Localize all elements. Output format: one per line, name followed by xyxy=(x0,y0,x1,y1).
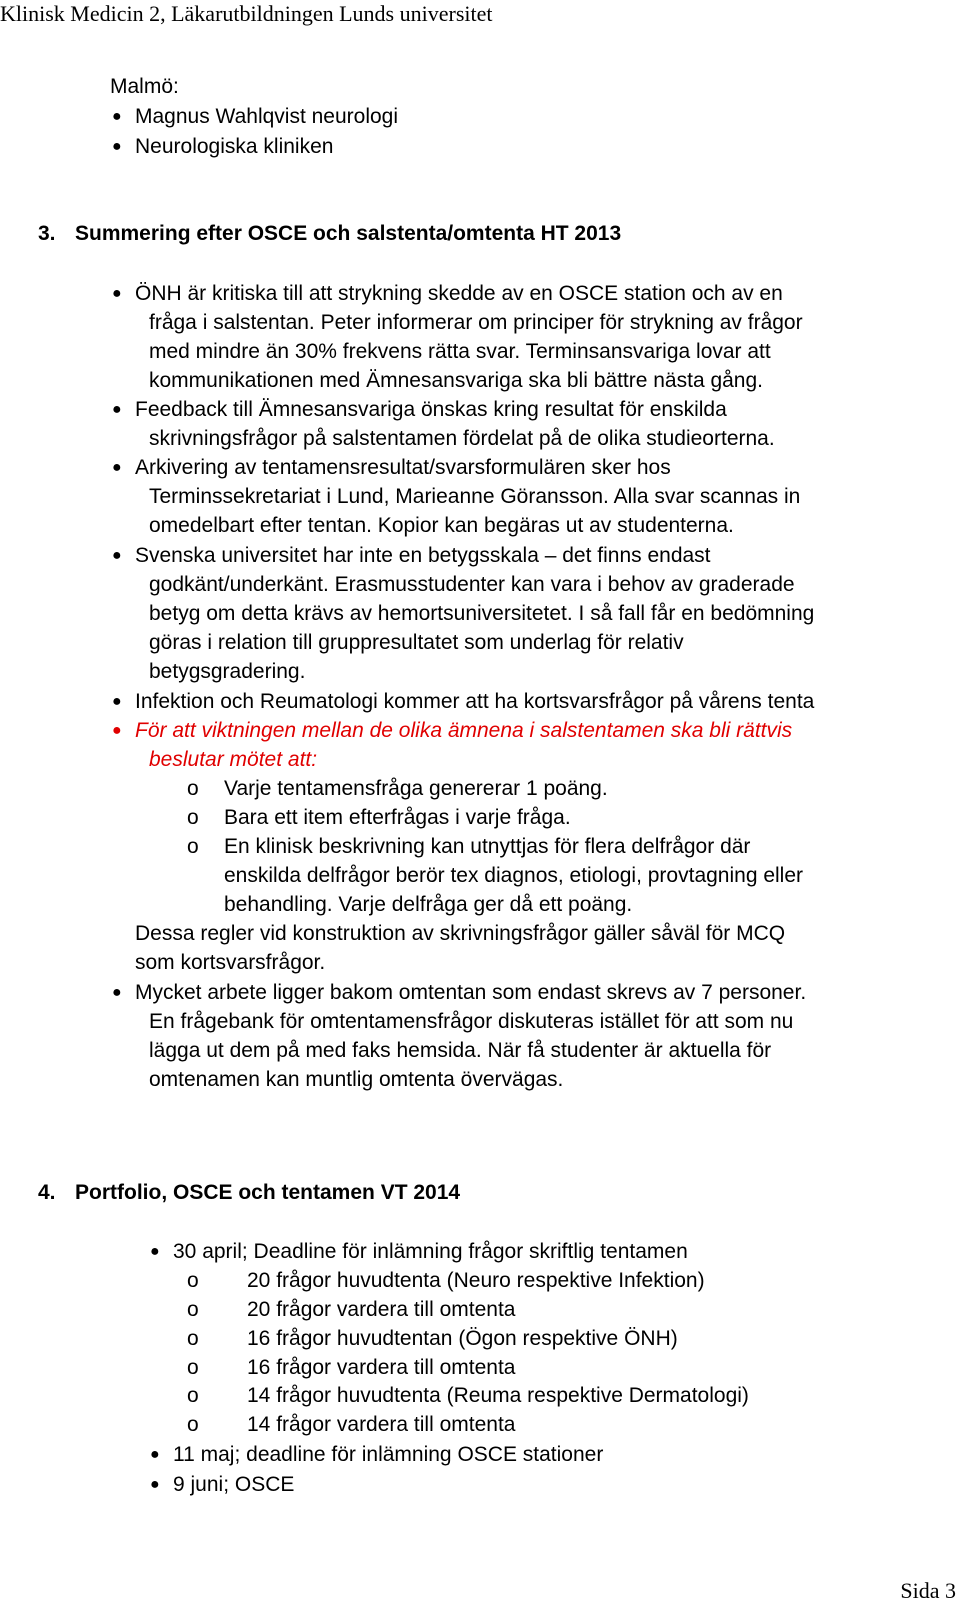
list-item-continuation: godkänt/underkänt. Erasmusstudenter kan vara i behov av graderade xyxy=(149,573,795,596)
list-item: Magnus Wahlqvist neurologi xyxy=(135,105,399,128)
list-item-continuation: fråga i salstentan. Peter informerar om principer för strykning av frågor xyxy=(149,311,803,334)
list-item: Svenska universitet har inte en betygsskala – det finns endast xyxy=(135,544,711,567)
section-number: 3. xyxy=(38,222,56,245)
bullet-icon: ● xyxy=(112,285,122,302)
list-item-decision: För att viktningen mellan de olika ämnena i salstentamen ska bli rättvis xyxy=(135,719,793,742)
section-heading: Summering efter OSCE och salstenta/omtenta HT 2013 xyxy=(75,222,622,245)
bullet-icon: ● xyxy=(112,401,122,418)
sub-list-item: 20 frågor huvudtenta (Neuro respektive Infektion) xyxy=(247,1269,705,1292)
sub-bullet-icon: o xyxy=(187,1356,199,1379)
list-item: ÖNH är kritiska till att strykning skedde av en OSCE station och av en xyxy=(135,282,783,305)
list-item-continuation: lägga ut dem på med faks hemsida. När få studenter är aktuella för xyxy=(149,1039,772,1062)
sub-list-item: 14 frågor vardera till omtenta xyxy=(247,1413,516,1436)
sub-list-item: Bara ett item efterfrågas i varje fråga. xyxy=(224,806,571,829)
list-item-continuation: göras i relation till gruppresultatet som underlag för relativ xyxy=(149,631,684,654)
bullet-icon: ● xyxy=(112,547,122,564)
list-item-continuation: omedelbart efter tentan. Kopior kan begäras ut av studenterna. xyxy=(149,514,734,537)
sub-list-item: 16 frågor huvudtentan (Ögon respektive ÖNH) xyxy=(247,1327,678,1350)
sub-bullet-icon: o xyxy=(187,1269,199,1292)
list-item: Mycket arbete ligger bakom omtentan som endast skrevs av 7 personer. xyxy=(135,981,807,1004)
bullet-icon: ● xyxy=(150,1476,160,1493)
bullet-icon: ● xyxy=(112,108,122,125)
bullet-icon: ● xyxy=(112,459,122,476)
list-item-continuation: Terminssekretariat i Lund, Marieanne Göransson. Alla svar scannas in xyxy=(149,485,801,508)
rules-note: Dessa regler vid konstruktion av skrivningsfrågor gäller såväl för MCQ xyxy=(135,922,786,945)
list-item: 30 april; Deadline för inlämning frågor skriftlig tentamen xyxy=(173,1240,688,1263)
list-item-continuation: betyg om detta krävs av hemortsuniversitetet. I så fall får en bedömning xyxy=(149,602,815,625)
list-item: 11 maj; deadline för inlämning OSCE stationer xyxy=(173,1443,604,1466)
list-item-continuation: betygsgradering. xyxy=(149,660,306,683)
list-item: Infektion och Reumatologi kommer att ha kortsvarsfrågor på vårens tenta xyxy=(135,690,815,713)
bullet-icon: ● xyxy=(150,1446,160,1463)
list-item-continuation: omtenamen kan muntlig omtenta övervägas. xyxy=(149,1068,564,1091)
sub-bullet-icon: o xyxy=(187,1327,199,1350)
list-item: Neurologiska kliniken xyxy=(135,135,334,158)
bullet-icon: ● xyxy=(112,984,122,1001)
bullet-icon: ● xyxy=(112,722,122,739)
sub-list-item: Varje tentamensfråga genererar 1 poäng. xyxy=(224,777,608,800)
sub-bullet-icon: o xyxy=(187,1384,199,1407)
page-number: Sida 3 xyxy=(900,1578,956,1603)
list-item-continuation: skrivningsfrågor på salstentamen fördelat på de olika studieorterna. xyxy=(149,427,775,450)
sub-list-item-continuation: behandling. Varje delfråga ger då ett poäng. xyxy=(224,893,633,916)
list-item-continuation: kommunikationen med Ämnesansvariga ska bli bättre nästa gång. xyxy=(149,369,764,392)
sub-list-item: 14 frågor huvudtenta (Reuma respektive Dermatologi) xyxy=(247,1384,749,1407)
sub-bullet-icon: o xyxy=(187,835,199,858)
rules-note-continuation: som kortsvarsfrågor. xyxy=(135,951,326,974)
sub-list-item: En klinisk beskrivning kan utnyttjas för flera delfrågor där xyxy=(224,835,751,858)
section-number: 4. xyxy=(38,1181,56,1204)
sub-bullet-icon: o xyxy=(187,1298,199,1321)
bullet-icon: ● xyxy=(150,1243,160,1260)
section-heading: Portfolio, OSCE och tentamen VT 2014 xyxy=(75,1181,461,1204)
list-item: Arkivering av tentamensresultat/svarsformulären sker hos xyxy=(135,456,671,479)
sub-bullet-icon: o xyxy=(187,777,199,800)
sub-bullet-icon: o xyxy=(187,806,199,829)
sub-list-item: 20 frågor vardera till omtenta xyxy=(247,1298,516,1321)
bullet-icon: ● xyxy=(112,138,122,155)
list-item-continuation: med mindre än 30% frekvens rätta svar. Terminsansvariga lovar att xyxy=(149,340,771,363)
list-item-continuation: En frågebank för omtentamensfrågor diskuteras istället för att som nu xyxy=(149,1010,794,1033)
sub-list-item: 16 frågor vardera till omtenta xyxy=(247,1356,516,1379)
bullet-icon: ● xyxy=(112,693,122,710)
sub-list-item-continuation: enskilda delfrågor berör tex diagnos, etiologi, provtagning eller xyxy=(224,864,804,887)
list-item: 9 juni; OSCE xyxy=(173,1473,295,1496)
list-item-continuation: beslutar mötet att: xyxy=(149,748,318,771)
malmo-label: Malmö: xyxy=(110,75,179,98)
sub-bullet-icon: o xyxy=(187,1413,199,1436)
list-item: Feedback till Ämnesansvariga önskas kring resultat för enskilda xyxy=(135,398,727,421)
page-header: Klinisk Medicin 2, Läkarutbildningen Lunds universitet xyxy=(0,1,493,26)
